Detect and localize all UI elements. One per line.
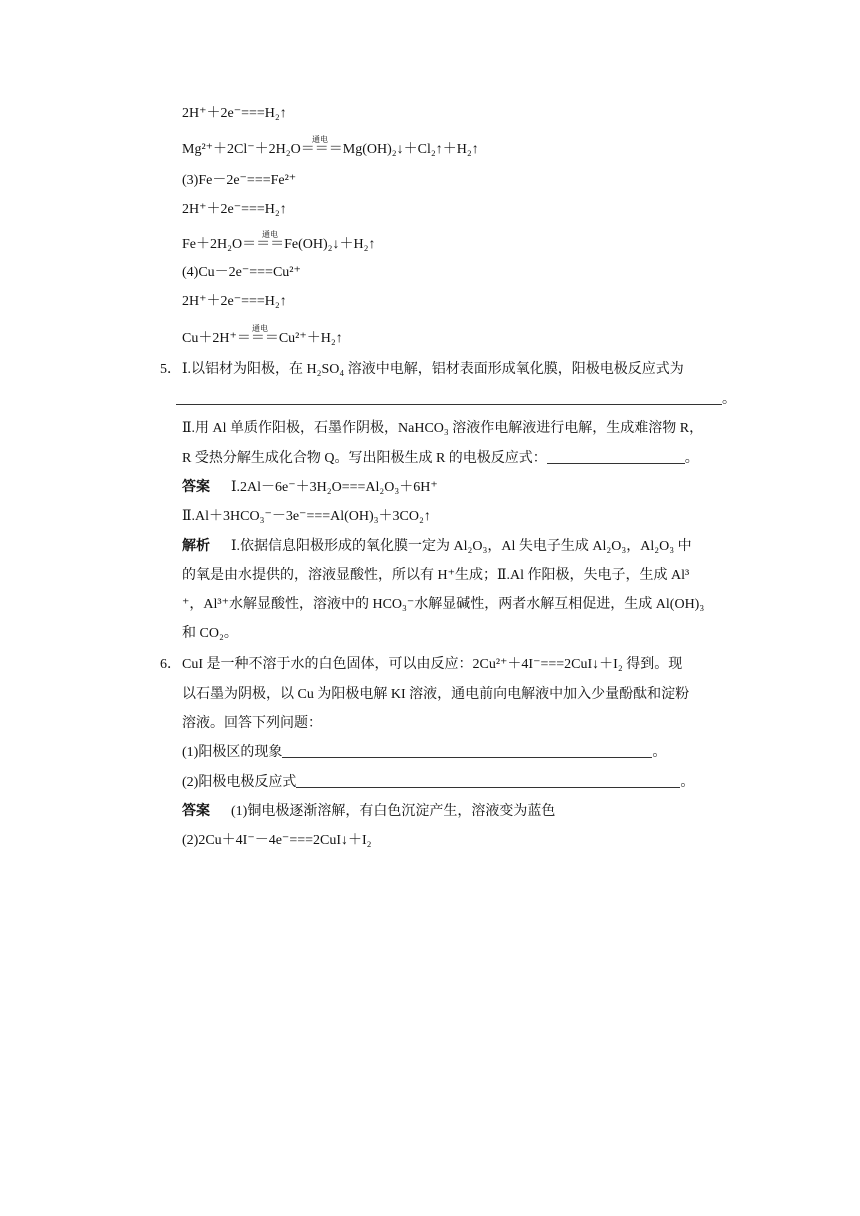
equation-line-3: (3)Fe－2e⁻===Fe²⁺	[182, 173, 297, 188]
question-stem-line-3: 溶液。回答下列问题：	[182, 716, 322, 731]
answer-blank[interactable]	[547, 463, 685, 464]
equation-line-7: 2H⁺＋2e⁻===H₂↑	[182, 294, 287, 309]
subquestion-2	[182, 773, 694, 793]
analysis-label: 解析	[182, 539, 210, 554]
analysis-line-2: 的氧是由水提供的，溶液显酸性，所以有 H⁺生成；Ⅱ.Al 作阳极，失电子，生成 Al³	[182, 568, 690, 583]
answer-blank[interactable]	[176, 404, 722, 405]
analysis-line-4: 和 CO₂。	[182, 626, 238, 641]
question-stem-line-2: 以石墨为阴极，以 Cu 为阳极电解 KI 溶液，通电前向电解液中加入少量酚酞和淀粉	[182, 687, 690, 702]
question-number: 6．	[160, 657, 181, 672]
answer-blank[interactable]	[296, 787, 680, 788]
analysis-line-3: ⁺，Al³⁺水解显酸性，溶液中的 HCO₃⁻水解显碱性，两者水解互相促进，生成 Al(OH)₃	[182, 597, 705, 612]
punctuation: 。	[684, 451, 699, 466]
answer-line-2: (2)2Cu＋4I⁻－4e⁻===2CuI↓＋I₂	[182, 833, 372, 848]
question-stem-line-1: CuI 是一种不溶于水的白色固体，可以由反应：2Cu²⁺＋4I⁻===2CuI↓＋I₂ 得到。现	[182, 657, 683, 672]
equation-line-5-text: Fe＋2H₂O＝＝＝Fe(OH)₂↓＋H₂↑	[182, 237, 376, 252]
subquestion-text: (2)阳极电极反应式	[182, 775, 297, 790]
question-part2-line-2	[182, 449, 699, 469]
equation-line-2: Mg²⁺＋2Cl⁻＋2H₂O＝＝＝Mg(OH)₂↓＋Cl₂↑＋H₂↑ 通电	[182, 135, 479, 157]
equation-line-2-text: Mg²⁺＋2Cl⁻＋2H₂O＝＝＝Mg(OH)₂↓＋Cl₂↑＋H₂↑	[182, 142, 479, 157]
answer-label: 答案	[182, 804, 210, 819]
equation-line-6: (4)Cu－2e⁻===Cu²⁺	[182, 265, 301, 280]
equation-line-8-text: Cu＋2H⁺＝＝＝Cu²⁺＋H₂↑	[182, 331, 343, 346]
answer-label: 答案	[182, 480, 210, 495]
question-part2-text: R 受热分解生成化合物 Q。写出阳极生成 R 的电极反应式：	[182, 451, 547, 466]
subquestion-1	[182, 743, 666, 763]
equation-line-4: 2H⁺＋2e⁻===H₂↑	[182, 202, 287, 217]
punctuation: 。	[652, 745, 667, 760]
answer-blank[interactable]	[282, 757, 652, 758]
punctuation: 。	[680, 775, 695, 790]
question-stem: Ⅰ.以铝材为阳极，在 H₂SO₄ 溶液中电解，铝材表面形成氧化膜，阳极电极反应式为	[182, 362, 684, 377]
question-part2-line-1: Ⅱ.用 Al 单质作阳极，石墨作阴极，NaHCO₃ 溶液作电解液进行电解，生成难溶物 R，	[182, 421, 704, 436]
answer-text: (1)铜电极逐渐溶解，有白色沉淀产生，溶液变为蓝色	[231, 804, 556, 819]
analysis-text: Ⅰ.依据信息阳极形成的氧化膜一定为 Al₂O₃，Al 失电子生成 Al₂O₃，Al₂O₃ 中	[231, 539, 692, 554]
answer-blank-line	[176, 390, 736, 410]
answer-line-2: Ⅱ.Al＋3HCO₃⁻－3e⁻===Al(OH)₃＋3CO₂↑	[182, 509, 431, 524]
answer-line-1	[182, 478, 438, 498]
question-number: 5．	[160, 362, 181, 377]
punctuation: 。	[722, 392, 736, 407]
equation-line-1: 2H⁺＋2e⁻===H₂↑	[182, 106, 287, 121]
subquestion-text: (1)阳极区的现象	[182, 745, 283, 760]
answer-text: Ⅰ.2Al－6e⁻＋3H₂O===Al₂O₃＋6H⁺	[231, 480, 438, 495]
analysis-line-1	[182, 537, 692, 557]
equation-line-8: Cu＋2H⁺＝＝＝Cu²⁺＋H₂↑ 通电	[182, 324, 343, 346]
equation-line-5: Fe＋2H₂O＝＝＝Fe(OH)₂↓＋H₂↑ 通电	[182, 230, 376, 252]
answer-line-1	[182, 802, 555, 822]
